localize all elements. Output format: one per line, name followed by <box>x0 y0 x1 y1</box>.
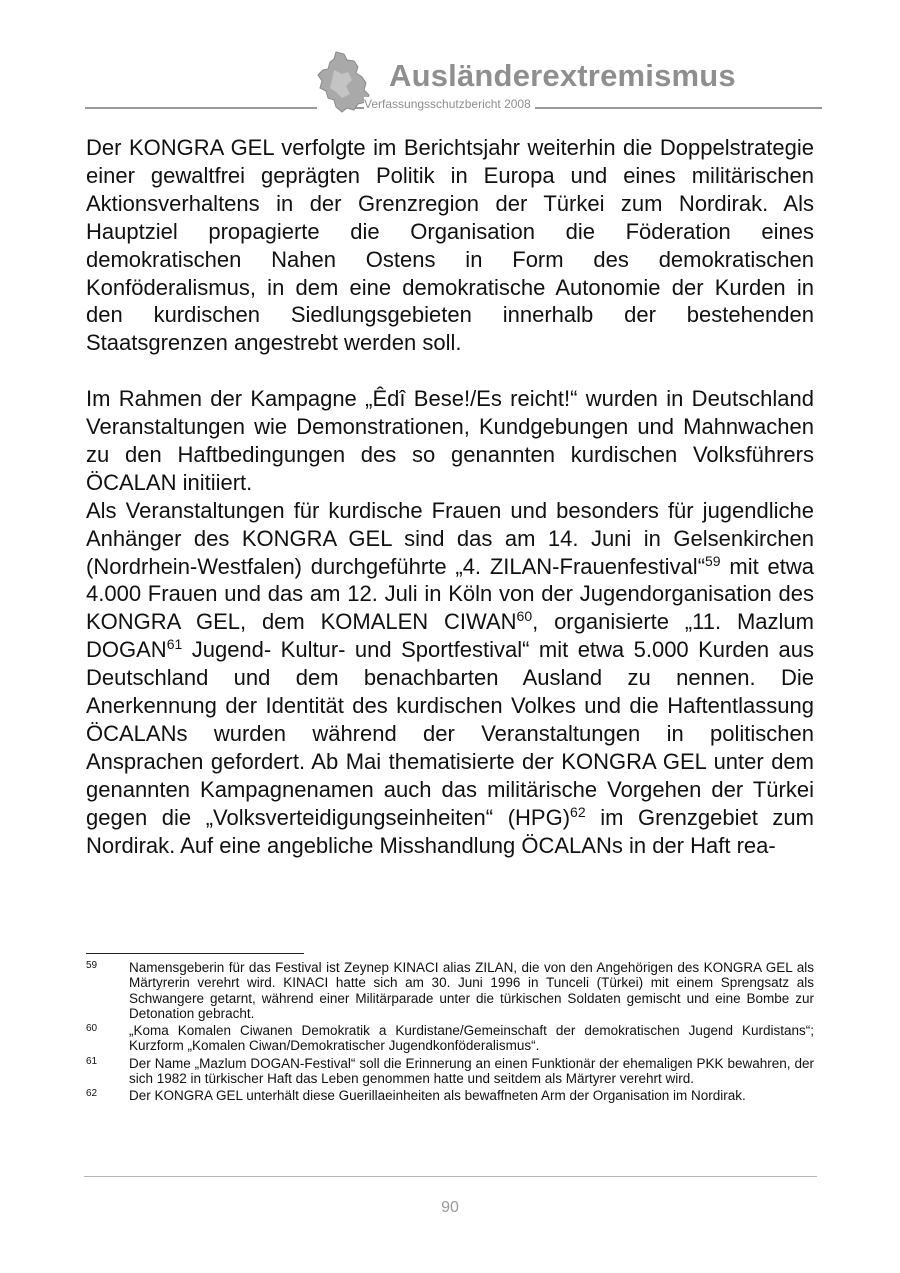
footnote-62 <box>86 1088 814 1103</box>
header-rule-left <box>85 107 317 109</box>
page-number: 90 <box>441 1199 459 1216</box>
paragraph-2: Im Rahmen der Kampagne „Êdî Bese!/Es reicht!“ wurden in Deutschland Veranstaltungen wie Demonstrationen, Kundgebungen und Mahnwachen zu den Haftbedingungen des so genannten kurdischen Volksführers ÖCALAN initiiert. <box>86 386 814 495</box>
footnote-ref-62[interactable]: 62 <box>570 803 586 820</box>
footnote-number: 59 <box>86 960 98 971</box>
footnote-ref-59[interactable]: 59 <box>705 552 721 569</box>
paragraph-3-part-4: Jugend- Kultur- und Sportfestival“ mit etwa 5.000 Kurden aus Deutschland und dem benachbarten Ausland zu nennen. Die Anerkennung der Identität des kurdischen Volkes und die Haftentlassung ÖCALANs wurden während der Veranstaltungen in politischen Ansprachen gefordert. Ab Mai thematisierte der KONGRA GEL unter dem genannten Kampagnenamen auch das militärische Vorgehen der Türkei gegen die „Volksverteidigungseinheiten“ (HPG) <box>86 637 814 830</box>
paragraph-3-part-1: Als Veranstaltungen für kurdische Frauen und besonders für jugendliche Anhänger des KONGRA GEL sind das am 14. Juni in Gelsenkirchen (Nordrhein-Westfalen) durchgeführte „4. ZILAN-Frauenfestival“ <box>86 497 814 579</box>
paragraph-3-part-3: , organisierte „11. Mazlum DOGAN <box>86 609 814 663</box>
paragraph-3-part-2: mit etwa 4.000 Frauen und das am 12. Juli in Köln von der Jugendorganisation des KONGRA GEL, dem KOMALEN CIWAN <box>86 553 814 635</box>
footer-rule <box>84 1176 817 1177</box>
footnote-59 <box>86 960 814 1021</box>
footnotes <box>86 960 814 1106</box>
page-header <box>0 0 900 120</box>
header-subtitle: Verfassungsschutzbericht 2008 <box>364 97 535 111</box>
footnote-separator <box>86 953 304 954</box>
footnote-60 <box>86 1023 814 1054</box>
footnote-ref-61[interactable]: 61 <box>166 636 183 653</box>
footnote-text: Der KONGRA GEL unterhält diese Guerillaeinheiten als bewaffneten Arm der Organisation im Nordirak. <box>129 1088 746 1104</box>
footnote-text: Namensgeberin für das Festival ist Zeynep KINACI alias ZILAN, die von den Angehörigen des KONGRA GEL als Märtyrerin verehrt wird. KINACI hatte sich am 30. Juni 1996 in Tunceli (Türkei) mit einem Sprengsatz als Schwangere getarnt, während einer Militärparade unter die türkischen Soldaten gemischt und eine Bombe zur Detonation gebracht. <box>129 960 814 1021</box>
main-text <box>86 134 814 860</box>
footnote-ref-60[interactable]: 60 <box>516 608 533 625</box>
footnote-61 <box>86 1056 814 1087</box>
paragraph-3 <box>86 497 814 860</box>
footnote-number: 62 <box>86 1088 98 1100</box>
footnote-text: Der Name „Mazlum DOGAN-Festival“ soll die Erinnerung an einen Funktionär der ehemaligen PKK bewahren, der sich 1982 in türkischer Haft das Leben genommen hatte und seitdem als Märtyrer verehrt wird. <box>129 1055 814 1087</box>
header-title: Ausländerextremismus <box>389 58 736 93</box>
footnote-number: 60 <box>86 1023 98 1035</box>
paragraph-1: Der KONGRA GEL verfolgte im Berichtsjahr weiterhin die Doppelstrategie einer gewaltfrei geprägten Politik in Europa und eines militärischen Aktionsverhaltens in der Grenzregion der Türkei zum Nordirak. Als Hauptziel propagierte die Organisation die Föderation eines demokratischen Nahen Ostens in Form des demokratischen Konföderalismus, in dem eine demokratische Autonomie der Kurden in den kurdischen Siedlungsgebieten innerhalb der bestehenden Staatsgrenzen angestrebt werden soll. <box>86 135 814 356</box>
footnote-number: 61 <box>86 1055 98 1067</box>
paragraph-3-part-5: im Grenzgebiet zum Nordirak. Auf eine angebliche Misshandlung ÖCALANs in der Haft rea- <box>86 804 814 858</box>
footnote-text: „Koma Komalen Ciwanen Demokratik a Kurdistane/Gemeinschaft der demokratischen Jugend Kurdistans“; Kurzform „Komalen Ciwan/Demokratischer Jugendkonföderalismus“. <box>129 1023 814 1054</box>
